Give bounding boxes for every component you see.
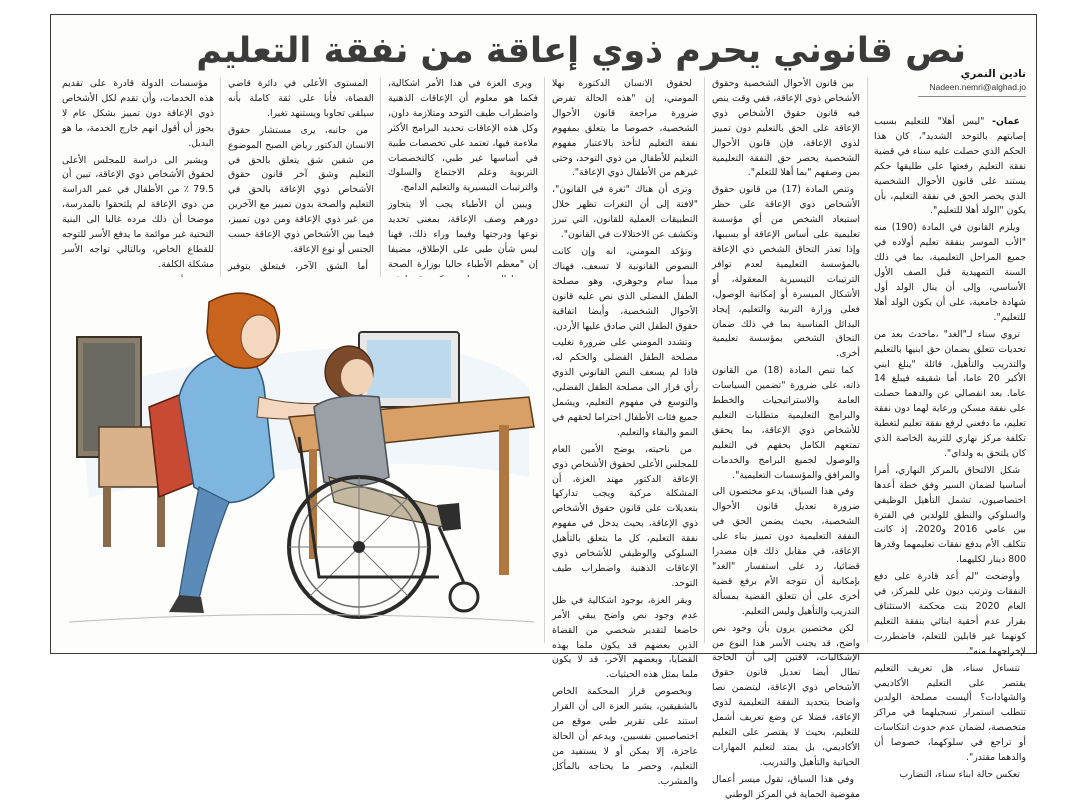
paragraph: وتشدد المومني على ضرورة تغليب مصلحة الطفل الفضلى والحكم له، فاذا لم يسعف النص القانوني الذوي رأي قرار الى مصلحة الطفل الفضلى، والتوسع في مفهوم التعليم، ويشمل جميع فئات الأطفال احتراما لحقهم في النمو والبقاء والتعليم. (552, 337, 698, 438)
paragraph: تتساءل سناء، هل تعريف التعليم يقتصر على التعليم الأكاديمي والشهادات؟ أليست مصلحة الولدين تتطلب استمرار تسجيلهما في مراكز متخصصة، لضمان عدم حدوث انتكاسات أو تراجع في سلوكهما، خصوصا أن والدهما مقتدر". (874, 662, 1026, 764)
column-separator (704, 77, 705, 643)
paragraph: وفي هذا السياق، يدعو مختصون الى ضرورة تعديل قانون الأحوال الشخصية، بحيث يضمن الحق في النفقة التعليمية دون تمييز بناء على الإعاقة، في مقابل ذلك فإن مصدرا قضائيا، رد على استفسار "الغد" بإمكانية أن تتوجه الأم برفع قضية أخرى على أن تتعلق القضية بمسألة التدريب والتأهيل وليس التعليم. (712, 486, 860, 617)
article-column-1 (874, 115, 1027, 780)
mother-figure (179, 352, 274, 503)
wheelchair-student-illustration (59, 277, 544, 645)
paragraph: من جانبه، يرى مستشار حقوق الانسان الدكتور رياض الصبح الموضوع من شقين شق يتعلق بالحق في التعليم وشق آخر قانون حقوق الأشخاص ذوي الإعاقة بالحق في التعليم والصحة بدون تمييز مع الآخرين من غير ذوي الإعاقة ومن دون تمييز، فيما بين الأشخاص ذوي الإعاقة حسب الجنس أو نوع الإعاقة. (228, 124, 374, 255)
paragraph: المستوى الأعلى في دائرة قاضي القضاة، فأنا على ثقة كاملة بأنه سيلقى تجاوبا ويستنهد تغيرا. (228, 78, 374, 119)
column-separator (544, 77, 545, 643)
author-email: Nadeen.nemri@alghad.jo (929, 82, 1026, 92)
paragraph: من ناحيته، يوضح الأمين العام للمجلس الأعلى لحقوق الأشخاص ذوي الإعاقة الدكتور مهند العزة، أن المشكلة مركبة ويجب تداركها بتعديلات على قانون حقوق الأشخاص ذوي الإعاقة، بحيث يدخل في مفهوم نفقة التعليم، كل ما يتعلق بالتأهيل السلوكي والوظيفي للأشخاص ذوي الإعاقات الذهنية واضطراب طيف التوحد. (552, 443, 698, 589)
column-separator (867, 77, 868, 643)
paragraph: تروي سناء لـ"الغد" ،ماحدث بعد من تحديات تتعلق بضمان حق ابنيها بالتعليم والتدريب والتأهيل، قائلة "ينلغ ابني الأكبر 20 عاما، أما شقيقه فيبلغ 14 عاما. بعد انفصالي عن والدهما حصلت على نفقة مسكن ورعاية لهما دون نفقة تعليم، ما دفعني لرفع نفقة تعليم لتغطية تكلفة مركز نهاري للتربية الخاصة الذي كان يلتحق به ولداي". (874, 328, 1027, 459)
byline (918, 67, 1026, 97)
author-name: نادين النمري (960, 68, 1026, 80)
paragraph: مؤسسات الدولة قادرة على تقديم هذه الخدمات، وأن تقدم لكل الأشخاص ذوي الإعاقة دون تمييز بشكل عام لا يجوز أن أقول انهم خارج الخدمة، ما هو البديل. (62, 78, 214, 149)
dateline: عمان- (992, 116, 1020, 127)
paragraph: تعكس حالة ابناء سناء، التضارب (899, 768, 1020, 780)
paragraph: بين قانون الأحوال الشخصية وحقوق الأشخاص ذوي الإعاقة، ففي وقت ينص فيه قانون حقوق الأشخاص ذوي الإعاقة على الحق بالتعليم دون تمييز لذوي الإعاقة، فإن قانون الأحوال الشخصية يحصر حق النفقة التعليمية بمن وصفهم "بما أهلا للتعلم". (712, 78, 860, 179)
illustration-svg (59, 277, 544, 645)
paragraph: وأوضحت "لم أعد قادرة على دفع النفقات وترتب ديون علي للمركز، في العام 2020 بتت محكمة الاستئناف بقرار عدم أحقية ابنائي بنفقة التعليم كونهما غير قابلين للتعلم، فاضطررت لإخراجهما منه". (874, 571, 1026, 657)
byline-rule (918, 96, 1026, 97)
paragraph: أما الشق الآخر، فيتعلق بتوفير (228, 260, 368, 272)
paragraph: لحقوق الانسان الدكتورة نهلا المومني، إن "هذه الحالة تفرض ضرورة مراجعة قانون الأحوال الشخصية، خصوصا ما يتعلق بمفهوم نفقة التعليم لتأخذ بالاعتبار مفهوم التعليم للأطفال من ذوي التوحد، وحتى غيرهم من الأطفال ذوي الإعاقة". (552, 78, 698, 179)
paragraph: ويقر العزة، بوجود اشكالية في ظل عدم وجود نص واضح يبقي الأمر خاضعا لتقدير شخصي من القضاة الذين بعضهم قد يكون ملما بهذه القضايا، وبعضهم الآخر، قد لا يكون ملما بمثل هذه الحيثيات. (552, 594, 698, 681)
paragraph: "ليس أهلا" للتعليم بسبب إصابتهم بالتوحد الشديد"، كان هذا الحكم الذي حصلت عليه سناء في قضية نفقة التعليم رفعتها على طليقها حكم يستند على قانون الأحوال الشخصية الذي يحصر الحق في نفقة التعليم، بأن يكون "الولد أهلا للتعليم". (874, 116, 1026, 217)
paragraph: كما تنص المادة (18) من القانون ذاته، على ضرورة "تضمين السياسات العامة والاستراتيجيات والخطط والبرامج التعليمية متطلبات التعليم للأشخاص ذوي الإعاقة، بما يحقق تمتعهم الكامل بحقهم في التعليم والوصول لجميع البرامج والخدمات والمرافق والمؤسسات التعليمية". (712, 365, 860, 481)
article-headline: نص قانوني يحرم ذوي إعاقة من نفقة التعليم (196, 31, 966, 71)
article-column-2 (712, 77, 860, 800)
paragraph: وتؤكد المومني، انه وإن كانت النصوص القانونية لا تسعف، فهناك مبدأ سام وجوهري، وهو مصلحة الطفل الفضلى الذي نص عليه قانون الأحوال الشخصية، وأيضا اتفاقية حقوق الطفل التي صادق عليها الأردن. (552, 245, 698, 332)
article-column-3 (552, 77, 698, 787)
paragraph: ويرى العزة في هذا الأمر اشكالية، فكما هو معلوم أن الإعاقات الذهنية واضطراب طيف التوحد ومتلازمة داون، وكل هذه الإعاقات تحديد البرامج الأكثر ملاءمة فيها، تعتمد على تخصصات طبية في أساسها غير طبي، كالتخصصات التربوية وعلم الاجتماع والسلوك والترتيبات التيسيرية والتعليم الدامج. (388, 78, 538, 194)
paragraph: وفي هذا السياق، تقول ميسر أعمال مفوضية الحماية في المركز الوطني (712, 773, 860, 800)
paragraph: شكل الالتحاق بالمركز النهاري، أمرا أساسيا لضمان السير وفق خطة أعدها اختصاصيون، تشمل التأهيل الوظيفي والسلوكي والنطق للولدين في الفترة بين عامي 2016 و2020، إذ كانت تتكلف الأم بدفع نفقات تعليمهما وقدرها 800 دينار لكليهما. (874, 464, 1027, 566)
paragraph: ويلزم القانون في المادة (190) منه "الأب الموسر بنفقة تعليم أولاده في جميع المراحل التعليمية، بما في ذلك السنة التمهيدية قبل الصف الأول الأساسي، وإلى أن ينال الولد أول شهادة جامعية، على أن يكون الولد أهلا للتعليم". (874, 222, 1026, 323)
paragraph: ويبين أن الأطباء يجب ألا يتجاوز دورهم وصف الإعاقة، بمعنى تحديد نوعها ودرجتها وفيما وراء ذلك، فهنا ليس شأن طبي على الإطلاق، مضيفا إن "معظم الأطباء حاليا بوزارة الصحة (388, 199, 538, 270)
paragraph: وترى أن هناك "ثغرة في القانون"، "لافتة إلى أن الثغرات تظهر خلال التطبيقات العملية للقانون، التي تبرز وتكشف عن الاختلالات في القانون". (552, 184, 698, 241)
newspaper-page (50, 14, 1037, 800)
paragraph: لكن مختصين يرون بأن وجود نص واضح، قد يجنب الأسر هذا النوع من الإشكاليات، لافتين إلى أن الحاجة تطال أيضا تعديل قانون حقوق الأشخاص ذوي الإعاقة، ليتضمن نصا واضحا بتحديد النفقة التعليمية لذوي الإعاقة، فضلا عن وضع تعريف أشمل للتعليم، بحيث لا يقتصر على التعليم الأكاديمي، بل يمتد لتعليم المهارات الحياتية والتأهيل والتدريب. (712, 622, 860, 768)
child-figure (314, 396, 389, 486)
paragraph: وتنص المادة (17) من قانون حقوق الأشخاص ذوي الإعاقة على حظر استبعاد الشخص من أي مؤسسة تعليمية على أساس الإعاقة أو بسببها، وإذا تعذر التحاق الشخص ذي الإعاقة بالمؤسسة التعليمية لعدم توافر الترتيبات التيسيرية المعقولة، أو الأشكال الميسرة أو إمكانية الوصول، فعلى وزارة التربية والتعليم، إيجاد البدائل المناسبة بما في ذلك ضمان التحاق الشخص بمؤسسة تعليمية أخرى. (712, 184, 860, 360)
paragraph: وبخصوص قرار المحكمة الخاص بالشقيقين، يشير العزة الى أن القرار استند على تقرير طبي موقع من اختصاصيين نفسيين، ويدعم أن الحالة عاجزة، إلا يمكن أو لا يستفيد من التعليم، وحصر ما يحتاجه بالمأكل والمشرب. (552, 686, 698, 787)
paragraph: ويشير الى دراسة للمجلس الأعلى لحقوق الأشخاص ذوي الإعاقة، تبين أن 79.5 ٪ من الأطفال في عمر الدراسة من ذوي الإعاقة لم يلتحقوا بالمدرسة، موضحا أن ذلك مرده غالبا الى البنية التحتية غير موائمة ما يدفع الأسر للتوجه للقطاع الخاص، وبالتالي تواجه الأسر مشكلة الكلفة. (62, 154, 214, 270)
